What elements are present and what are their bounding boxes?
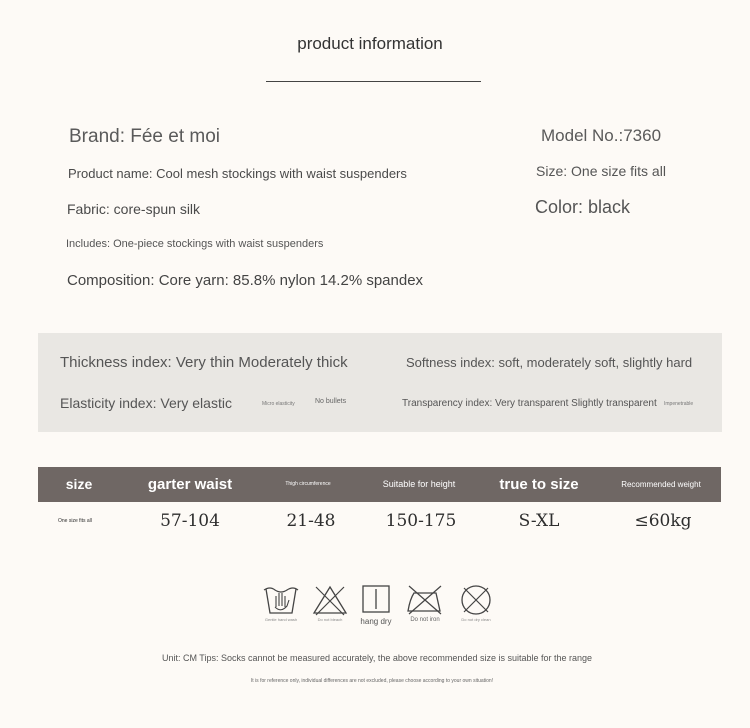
product-name-text: Product name: Cool mesh stockings with waist suspenders — [68, 166, 407, 181]
micro-elasticity-label: Micro elasticity — [262, 401, 295, 407]
hang-dry-icon — [356, 583, 396, 617]
table-header-cell: garter waist — [147, 476, 233, 493]
table-header-cell: Thigh circumference — [285, 481, 331, 487]
table-header-cell: size — [65, 476, 93, 492]
tips-line-1: Unit: CM Tips: Socks cannot be measured accurately, the above recommended size is suitable for the range — [161, 653, 593, 663]
care-label: Do not iron — [410, 617, 440, 623]
softness-index: Softness index: soft, moderately soft, slightly hard — [406, 355, 693, 370]
fabric-text: Fabric: core-spun silk — [67, 201, 201, 217]
transparency-index: Transparency index: Very transparent Slightly transparent — [402, 398, 657, 409]
model-number-text: Model No.:7360 — [541, 126, 662, 145]
table-header-cell: Recommended weight — [621, 480, 701, 489]
table-cell: 57-104 — [160, 511, 220, 531]
care-label: Gentle hand wash — [264, 617, 298, 622]
care-item — [406, 583, 444, 623]
includes-text: Includes: One-piece stockings with waist suspenders — [66, 238, 324, 250]
table-cell: ≤60kg — [634, 511, 692, 531]
table-cell: One size fits all — [58, 518, 92, 524]
no-bleach-icon — [312, 583, 348, 617]
size-text: Size: One size fits all — [536, 163, 666, 179]
color-text: Color: black — [535, 197, 631, 217]
no-iron-icon — [406, 583, 444, 617]
care-item — [458, 583, 494, 622]
care-item — [356, 583, 396, 626]
care-item — [312, 583, 348, 622]
impenetrable-label: Impenetrable — [664, 401, 694, 407]
no-dry-clean-icon — [458, 583, 494, 617]
tips-line-2: It is for reference only, individual differences are not excluded, please choose according to your own situation! — [250, 678, 494, 684]
hand-wash-icon — [262, 583, 300, 617]
brand-text: Brand: Fée et moi — [69, 126, 221, 147]
care-item — [262, 583, 300, 622]
table-cell: 21-48 — [286, 511, 336, 531]
table-cell: 150-175 — [385, 511, 457, 531]
care-label: Do not bleach — [317, 617, 343, 622]
no-bullets-label: No bullets — [315, 398, 347, 405]
care-label: Do not dry clean — [461, 617, 491, 622]
table-cell: S-XL — [518, 511, 560, 531]
care-label: hang dry — [360, 617, 392, 626]
table-header-cell: true to size — [499, 476, 579, 493]
page-title: product information — [297, 34, 443, 53]
elasticity-index: Elasticity index: Very elastic — [60, 395, 232, 411]
title-divider — [266, 81, 481, 82]
table-header-cell: Suitable for height — [382, 479, 456, 489]
composition-text: Composition: Core yarn: 85.8% nylon 14.2% spandex — [67, 272, 424, 289]
thickness-index: Thickness index: Very thin Moderately thick — [60, 354, 348, 371]
index-panel — [38, 333, 722, 432]
